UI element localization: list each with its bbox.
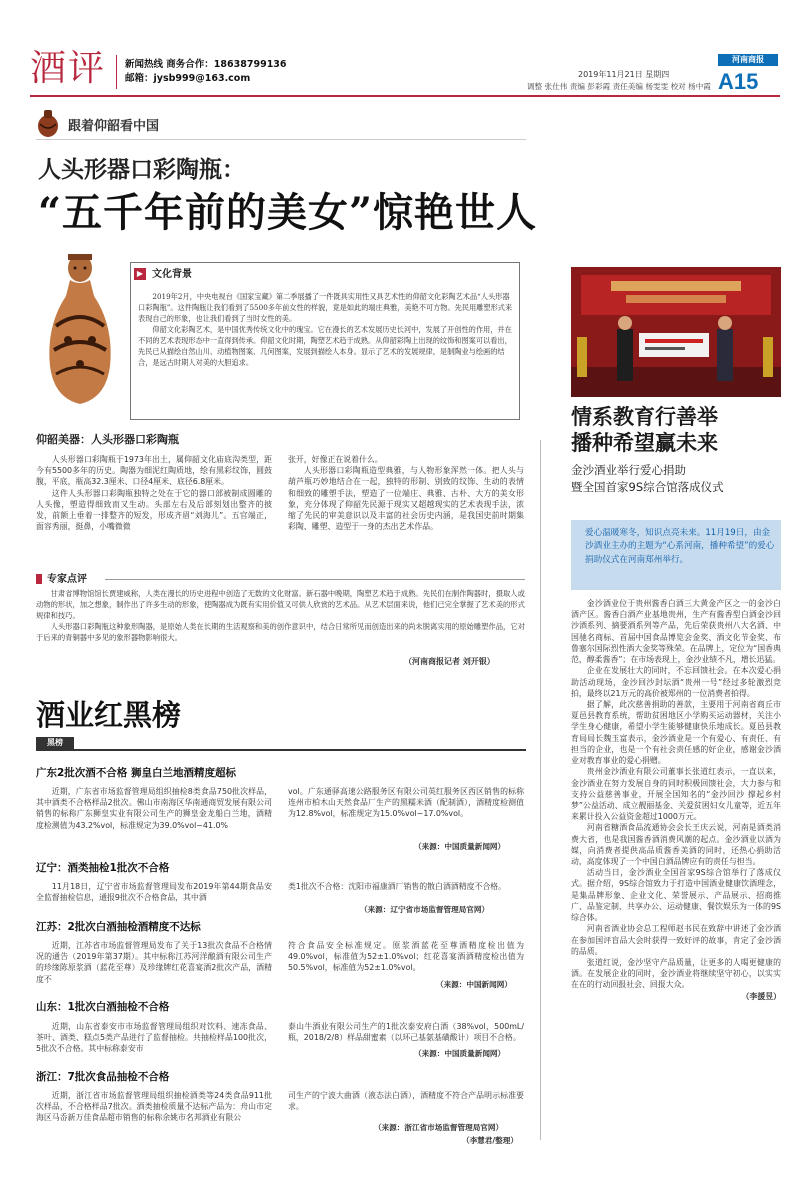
- sidebar-paragraph: 据了解，此次慈善捐助的善款，主要用于河南省商丘市夏邑县教育系统，帮助贫困地区小学购买运动器材，关注小学生身心健康，希望小学生能够健康快乐地成长。夏邑县教育局局长魏玉富表示，金沙酒业是一个有爱心、有责任、有担当的企业，也是一个有社会责任感的好企业，感谢金沙酒业对教育事业的爱心捐赠。: [571, 699, 781, 766]
- background-title-text: 文化背景: [152, 269, 192, 280]
- expert-label-text: 专家点评: [47, 574, 87, 585]
- item-title: 广东2批次酒不合格 狮皇白兰地酒精度超标: [36, 767, 236, 779]
- masthead-divider: [116, 55, 117, 89]
- page-number: A15: [718, 69, 759, 94]
- item-text: 近期，江苏省市场监督管理局发布了关于13批次食品不合格情况的通告（2019年第37期）。其中标称江苏河洋酿酒有限公司生产的珍缘陈原浆酒（蓝花至尊）及珍缘牌红花喜宴酒2批次产品，酒精度不: [36, 941, 272, 984]
- item-right-column: [288, 1090, 524, 1112]
- sidebar-paragraph: 河南省糖酒食品流通协会会长王庆云说，河南是酒类消费大省，也是我国酱香酒消费风潮的起点。金沙酒业以酒为媒，向消费者提供高品质酱香美酒的同时，还热心捐助活动，高度体现了一个中国白酒品牌应有的责任与担当。: [571, 823, 781, 867]
- vessel-right-column: [288, 454, 524, 533]
- background-paragraph: 仰韶文化彩陶艺术，是中国优秀传统文化中的瑰宝。它在漫长的艺术发展历史长河中，发展了开创性的作用，并在不同的艺术表现形态中一直得到传承。仰韶文化时期，陶塑艺术趋于成熟。从仰韶彩陶上出现的纹饰和图案可以看出，先民已从描绘自然山川、动植物图案、几何图案，发展到描绘人本身。显示了艺术的发展规律，是制陶业与绘画的结合，是远古时期人对美的大胆追求。: [138, 325, 512, 367]
- item-left-column: [36, 1021, 272, 1055]
- sidebar-paragraph: 企业在发展壮大的同时，不忘回馈社会。在本次爱心捐助活动现场，金沙回沙封坛酒“贵州一号”经过多轮激烈竞拍，最终以21万元的高价被郑州的一位消费者拍得。: [571, 666, 781, 698]
- background-paragraph: 2019年2月，中央电视台《国家宝藏》第二季展播了一件既具实用性又具艺术性的仰韶文化彩陶艺术品“人头形器口彩陶瓶”。这件陶瓶让我们看到了5500多年前女性的样貌，竟是如此的端庄典雅，美艳不可方物。先民用雕塑形式来表现自己的形象，也让我们看到了当时女性的美。: [138, 292, 513, 323]
- series-title: 跟着仰韶看中国: [68, 119, 160, 134]
- vessel-paragraph: 人头形器口彩陶瓶于1973年出土，属仰韶文化庙底沟类型，距今有5500多年的历史。陶器为细泥红陶质地，绘有黑彩纹饰，圆鼓腹，平底，瓶高32.3厘米、口径4厘米、底径6.8厘米。: [36, 455, 272, 487]
- column-divider: [540, 440, 541, 1140]
- reporter-byline: （河南商报记者 刘开银）: [404, 657, 495, 666]
- column-title: 酒评: [30, 48, 107, 89]
- item-source: （来源：中国新闻网）: [436, 980, 512, 989]
- item-text: 类1批次不合格：沈阳市福康酒厂销售的散白酒酒精度不合格。: [288, 882, 507, 891]
- item-left-column: [36, 1090, 272, 1124]
- vase-badge-icon: [36, 106, 66, 138]
- black-list-label: 黑榜: [36, 737, 74, 749]
- sidebar-headline-line: 情系教育行善举: [571, 405, 718, 429]
- email-text: 邮箱：jysb999@163.com: [125, 72, 251, 84]
- paper-name: 河南商报: [718, 54, 778, 66]
- background-text: [138, 292, 514, 370]
- issue-date: 2019年11月21日 星期四: [578, 70, 670, 79]
- item-text: vol。广东通驿高速公路服务区有限公司英红服务区西区销售的标称连州市柏木山天然食品厂生产的黑糯米酒（配制酒），酒精度检测值为12.8%vol，标准规定为15.0%vol~17.0%vol。: [288, 787, 524, 819]
- item-left-column: [36, 940, 272, 985]
- item-right-column: [288, 940, 524, 974]
- item-right-column: [288, 1021, 524, 1043]
- expert-paragraph: 甘肃省博物馆馆长贾建威称，人类在漫长的历史进程中创造了无数的文化财富。新石器中晚期，陶塑艺术趋于成熟。先民们在制作陶器时，摄取人或动物的形状，加之想象，制作出了许多生动的形象，使陶器成为既有实用价值又可供人欣赏的艺术品。从艺术层面来说，他们已完全掌握了艺术美的形式规律和技巧。: [36, 589, 525, 620]
- vessel-left-column: [36, 454, 272, 533]
- sidebar-paragraph: 活动当日，金沙酒业全国首家9S综合馆举行了落成仪式。据介绍，9S综合馆致力于打造中国酒业健康饮酒理念，是集品牌形象、企业文化、荣誉展示、产品展示、招商推广、品鉴定制、共享办公、运动健康、餐饮娱乐为一体的9S综合体。: [571, 868, 781, 923]
- item-title: 山东：1批次白酒抽检不合格: [36, 1001, 170, 1013]
- expert-paragraph: 人头形器口彩陶瓶这种象形陶器，是原始人类在长期的生活观察和美的创作意识中，结合日常所见而创造出来的尚未脱离实用的原始雕塑作品，它对于后来的青铜器中多见的象形器物影响很大。: [36, 621, 525, 642]
- vessel-paragraph: 张开，好像正在说着什么。: [288, 455, 383, 464]
- item-source: （来源：中国质量新闻网）: [414, 1049, 506, 1058]
- hotline-text: 新闻热线 商务合作：18638799136: [125, 59, 287, 70]
- sidebar-subtitle-line: 金沙酒业举行爱心捐助: [571, 463, 686, 477]
- item-left-column: [36, 881, 272, 903]
- item-title: 辽宁：酒类抽检1批次不合格: [36, 862, 170, 874]
- ceremony-photo: [571, 267, 781, 397]
- vessel-paragraph: 人头形器口彩陶瓶造型典雅，与人物形象浑然一体。把人头与葫芦瓶巧妙地结合在一起，独特的形制、别致的纹饰、生动的表情和细致的雕塑手法，塑造了一位端庄、典雅、古朴、大方的美女形象，充分体现了仰韶先民源于现实又超越现实的艺术表现手法，浓缩了先民的审美意识以及丰富的社会历史内涵，是我国史前时期集彩陶、雕塑、造型于一身的杰出艺术作品。: [288, 466, 524, 532]
- ranking-title: 酒业红黑榜: [36, 698, 182, 732]
- item-left-column: [36, 786, 272, 831]
- intro-box: [571, 520, 781, 590]
- sidebar-byline: （李援昱）: [741, 991, 781, 1001]
- main-headline: “五千年前的美女”惊艳世人: [38, 189, 538, 236]
- item-source: （来源：浙江省市场监督管理局官网）: [374, 1123, 504, 1132]
- intro-text: 爱心温暖寒冬，知识点亮未来。11月19日，由金沙酒业主办的主题为“心系河南，播种希望”的爱心捐助仪式在河南郑州举行。: [585, 528, 775, 565]
- item-source: （来源：中国质量新闻网）: [414, 842, 506, 851]
- item-title: 浙江：7批次食品抽检不合格: [36, 1071, 170, 1083]
- sidebar-body: [571, 598, 781, 1002]
- vessel-paragraph: 这件人头形器口彩陶瓶独特之处在于它的器口部被制成圆雕的人头像，塑造得细致而又生动。头部左右及后部刻划出整齐的披发，前额上垂着一排整齐的短发，形成齐眉“刘海儿”。五官端正，面容秀丽，挺鼻，小嘴微微: [36, 488, 272, 532]
- sidebar-paragraph: 贵州金沙酒业有限公司董事长张道红表示，一直以来，金沙酒业在努力发展自身的同时积极回馈社会，大力参与和支持公益慈善事业，开展全国知名的“金沙回沙 撑起乡村梦”公益活动、成立靓丽基金、关爱贫困妇女儿童等，近五年来累计投入公益资金超过1000万元。: [571, 767, 781, 822]
- top-rule: [30, 95, 780, 97]
- item-text: 符合食品安全标准规定。原浆酒蓝花至尊酒精度检出值为49.0%vol，标准值为52±1.0%vol；红花喜宴酒酒精度检出值为50.5%vol，标准值为52±1.0%vol。: [288, 941, 524, 973]
- item-text: 司生产的宁波大曲酒（液态法白酒），酒精度不符合产品明示标准要求。: [288, 1091, 524, 1112]
- editor-credits: 调整 张仕伟 责编 彭彩霞 责任美编 杨雯雯 校对 杨中霞: [527, 82, 711, 91]
- black-list-rule: [36, 749, 526, 751]
- item-text: 近期，浙江省市场监督管理局组织抽检酒类等24类食品911批次样品，不合格样品7批次。酒类抽检质量不达标产品为：舟山市定海区马岙新万佳食品超市销售的标称余姚市名邦酒业有限公: [36, 1091, 272, 1123]
- sidebar-subtitle-line: 暨全国首家9S综合馆落成仪式: [571, 480, 724, 495]
- contact-info: [125, 58, 287, 86]
- sidebar-paragraph: 张道红说，金沙坚守产品质量，让更多的人喝更健康的酒。在发展企业的同时，金沙酒业将继续坚守初心，以实实在在的行动回报社会、回报大众。: [571, 958, 781, 990]
- series-rule: [36, 139, 526, 140]
- item-right-column: [288, 881, 524, 892]
- item-text: 近期，山东省泰安市市场监督管理局组织对饮料、速冻食品、茶叶、酒类、糕点5类产品进行了监督抽检。共抽检样品100批次，5批次不合格。其中标称泰安市: [36, 1022, 272, 1054]
- item-editor: （李慧君/整理）: [462, 1136, 518, 1145]
- expert-text: [36, 589, 526, 644]
- item-right-column: [288, 786, 524, 820]
- item-title: 江苏：2批次白酒抽检酒精度不达标: [36, 921, 201, 933]
- sidebar-subtitle: [571, 462, 724, 497]
- vase-illustration: [40, 246, 120, 408]
- background-title: [134, 268, 192, 282]
- item-text: 11月18日，辽宁省市场监督管理局发布2019年第44期食品安全监督抽检信息，通报9批次不合格食品，其中酒: [36, 882, 272, 903]
- item-text: 近期，广东省市场监督管理局组织抽检8类食品750批次样品，其中酒类不合格样品2批次。佛山市南海区华南通商贸发展有限公司销售的标称广东狮皇实业有限公司生产的狮皇金龙船白兰地，酒精度检测值为43.2%vol，标准规定为39.0%vol~41.0%: [36, 787, 272, 830]
- sidebar-paragraph: 河南省酒业协会总工程师赵书民在致辞中讲述了金沙酒在参加国评盲品大会时获得一致好评的故事，肯定了金沙酒的品质。: [571, 924, 781, 956]
- sidebar-headline-line: 播种希望赢未来: [571, 431, 718, 456]
- expert-rule: [105, 579, 525, 580]
- label-bar: [36, 574, 42, 584]
- sidebar-paragraph: 金沙酒业位于贵州酱香白酒三大黄金产区之一的金沙白酒产区。酱香白酒产业基地贵州，生产有酱香型白酒金沙回沙酒系列、摘要酒系列等产品，先后荣获贵州八大名酒、中国驰名商标、首届中国食品博览会金奖、酒文化节金奖、布鲁塞尔国际烈性酒大金奖等殊荣。在品牌上，定位为“国香典范，醇柔酱香”；在市场表现上，金沙业绩不凡，增长迅猛。: [571, 599, 781, 665]
- play-icon: ▶: [134, 268, 146, 280]
- item-source: （来源：辽宁省市场监督管理局官网）: [360, 905, 490, 914]
- vessel-title: 仰韶美器：人头形器口彩陶瓶: [36, 433, 179, 446]
- item-text: 泰山牛酒业有限公司生产的1批次泰安府白酒（38%vol，500mL/瓶，2018/2/8）样品甜蜜素（以环己基氨基磺酸计）项目不合格。: [288, 1022, 524, 1043]
- kicker-title: 人头形器口彩陶瓶：: [38, 157, 245, 183]
- sidebar-headline: [571, 404, 718, 457]
- expert-label: [36, 573, 87, 587]
